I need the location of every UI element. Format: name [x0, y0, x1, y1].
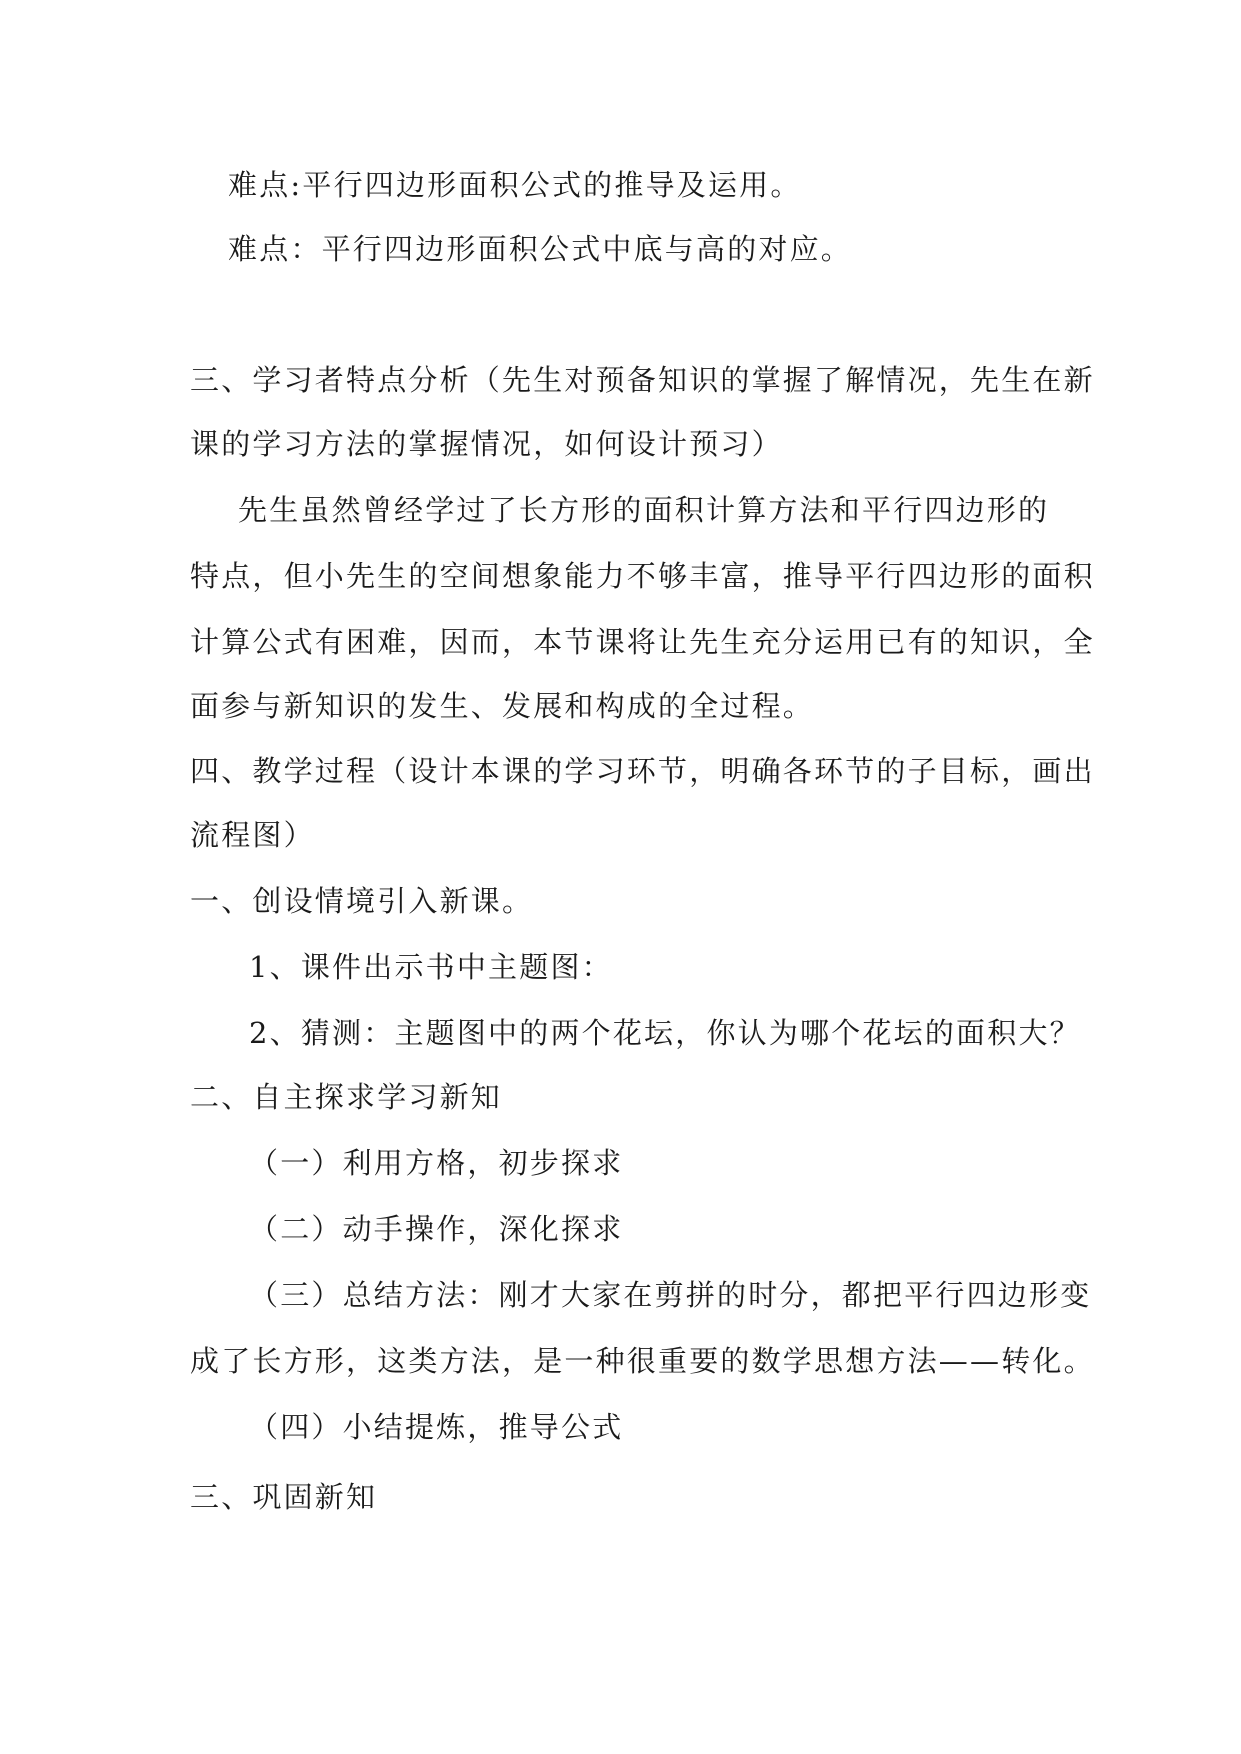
list-item-hands-on: （二）动手操作，深化探求	[249, 1212, 624, 1246]
section-heading-teaching-process: 四、教学过程（设计本课的学习环节，明确各环节的子目标，画出	[190, 754, 1095, 788]
list-item-derive-formula: （四）小结提炼，推导公式	[249, 1410, 624, 1444]
list-item-guess: 2、猜测：主题图中的两个花坛，你认为哪个花坛的面积大？	[249, 1016, 1081, 1050]
paragraph-learner-analysis-line-2: 特点，但小先生的空间想象能力不够丰富，推导平行四边形的面积	[190, 559, 1095, 593]
list-item-summary-method: （三）总结方法：刚才大家在剪拼的时分，都把平行四边形变	[249, 1278, 1092, 1312]
list-item-summary-method-cont: 成了长方形，这类方法，是一种很重要的数学思想方法——转化。	[190, 1344, 1095, 1378]
section-heading-learner-analysis-cont: 课的学习方法的掌握情况，如何设计预习）	[190, 427, 783, 461]
section-heading-learner-analysis: 三、学习者特点分析（先生对预备知识的掌握了解情况，先生在新	[190, 363, 1095, 397]
list-item-show-theme-image: 1、课件出示书中主题图：	[249, 950, 613, 984]
subheading-consolidate: 三、巩固新知	[190, 1480, 378, 1514]
paragraph-learner-analysis-line-4: 面参与新知识的发生、发展和构成的全过程。	[190, 689, 815, 723]
paragraph-learner-analysis: 先生虽然曾经学过了长方形的面积计算方法和平行四边形的	[238, 493, 1050, 527]
section-heading-teaching-process-cont: 流程图）	[190, 818, 315, 852]
subheading-introduce-lesson: 一、创设情境引入新课。	[190, 884, 534, 918]
list-item-grid-exploration: （一）利用方格，初步探求	[249, 1146, 624, 1180]
paragraph-learner-analysis-line-3: 计算公式有困难，因而，本节课将让先生充分运用已有的知识，全	[190, 625, 1095, 659]
paragraph-difficulty-1: 难点:平行四边形面积公式的推导及运用。	[228, 168, 802, 202]
paragraph-difficulty-2: 难点：平行四边形面积公式中底与高的对应。	[228, 232, 853, 266]
subheading-self-exploration: 二、自主探求学习新知	[190, 1080, 503, 1114]
